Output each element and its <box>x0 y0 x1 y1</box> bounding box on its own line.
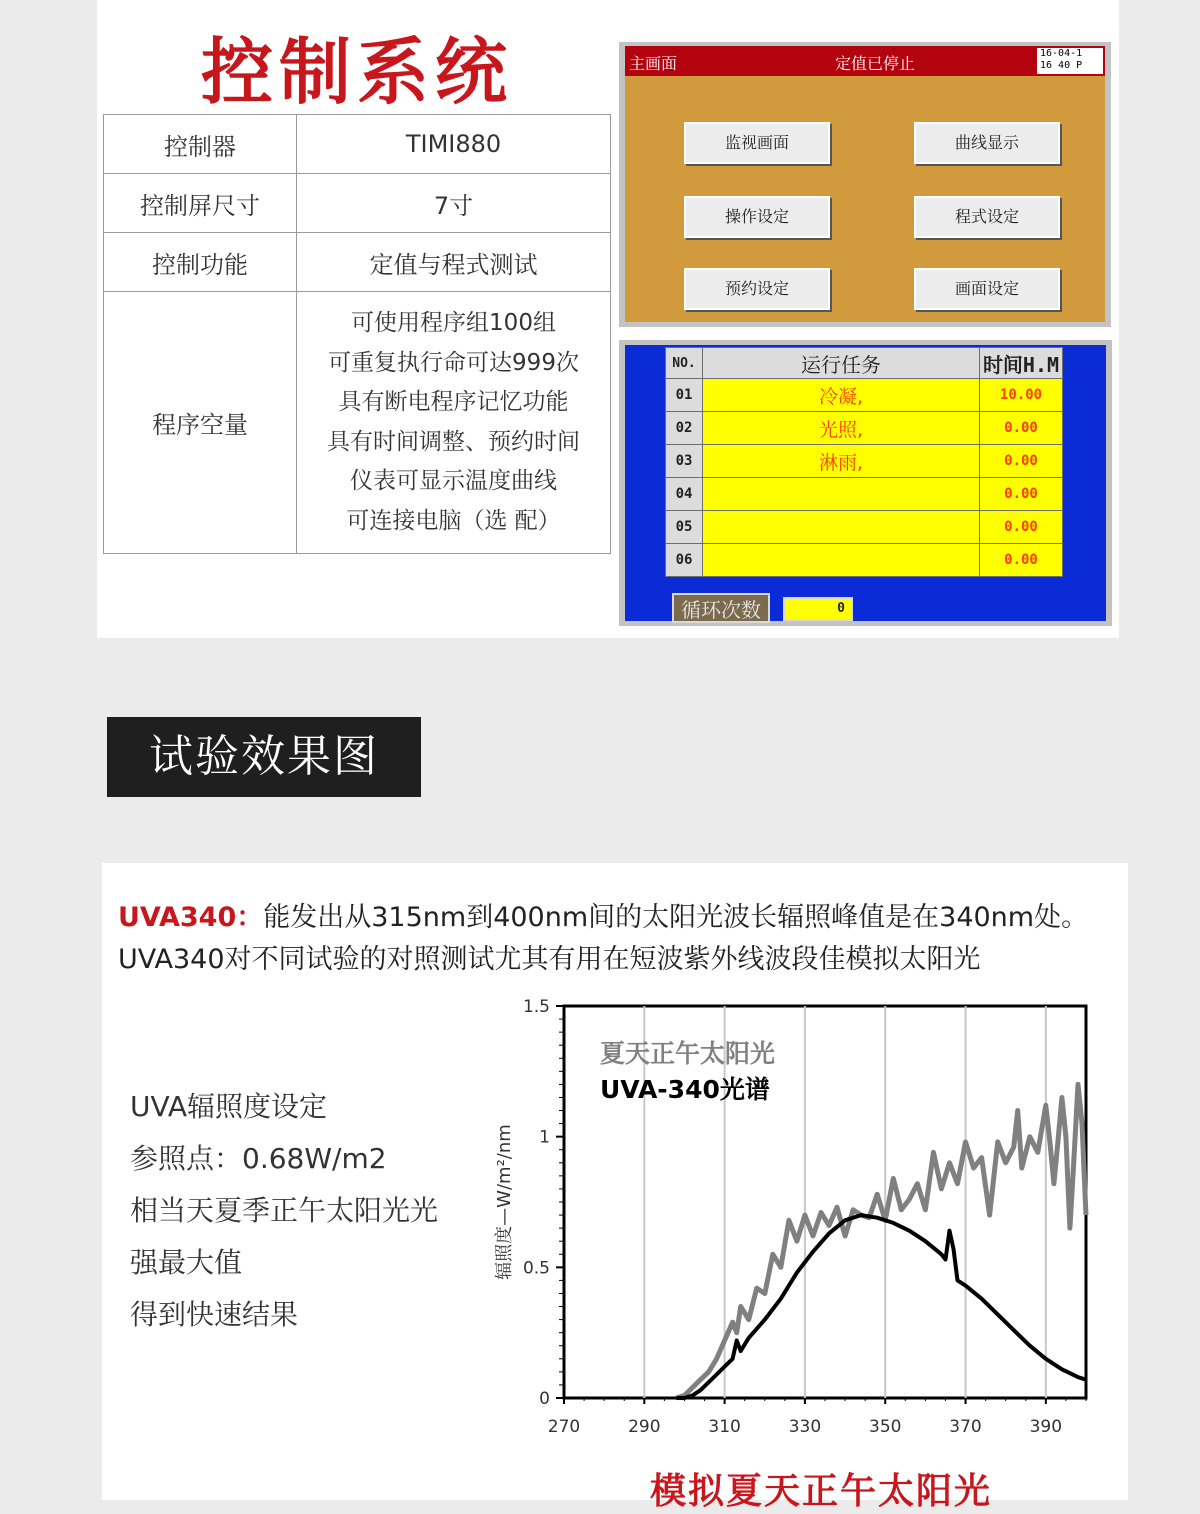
uva-description-line1 <box>118 895 1088 934</box>
hmi-main-screen <box>619 42 1111 327</box>
spec-key: 控制功能 <box>104 233 297 292</box>
step-task[interactable]: 冷凝, <box>703 379 980 412</box>
step-task[interactable]: 光照, <box>703 412 980 445</box>
x-tick-label: 370 <box>949 1417 982 1437</box>
spec-value: 7寸 <box>297 174 611 233</box>
curve-display-button[interactable]: 曲线显示 <box>914 122 1060 164</box>
step-number: 04 <box>666 478 703 511</box>
header-time: 时间H.M <box>980 348 1063 379</box>
info-line: 相当天夏季正午太阳光光 <box>130 1194 439 1227</box>
step-task[interactable] <box>703 544 980 577</box>
step-number: 01 <box>666 379 703 412</box>
spec-key: 控制器 <box>104 115 297 174</box>
info-line: 强最大值 <box>130 1246 243 1279</box>
capacity-line: 可连接电脑（选 配） <box>346 507 561 534</box>
capacity-line: 具有时间调整、预约时间 <box>327 428 580 455</box>
x-tick-label: 350 <box>869 1417 902 1437</box>
info-line: 参照点：0.68W/m2 <box>130 1142 387 1175</box>
hmi-clock-date: 16-04-1 <box>1040 48 1083 59</box>
program-row[interactable] <box>666 445 1063 478</box>
info-line: 得到快速结果 <box>130 1298 299 1331</box>
program-table-header <box>666 348 1063 379</box>
cycle-count-input[interactable]: 0 <box>783 597 853 621</box>
header-no: NO. <box>666 348 703 379</box>
spec-row-capacity <box>104 292 611 554</box>
step-number: 05 <box>666 511 703 544</box>
spec-row-screen-size <box>104 174 611 233</box>
program-table <box>665 347 1063 577</box>
reservation-settings-button[interactable]: 预约设定 <box>684 268 830 310</box>
step-time[interactable]: 0.00 <box>980 412 1063 445</box>
program-row[interactable] <box>666 379 1063 412</box>
program-row[interactable] <box>666 412 1063 445</box>
test-result-panel <box>102 863 1128 1512</box>
spec-key: 程序空量 <box>104 292 297 554</box>
info-line: UVA辐照度设定 <box>130 1090 328 1123</box>
y-tick-label: 0 <box>539 1389 550 1409</box>
step-time[interactable]: 0.00 <box>980 511 1063 544</box>
monitor-screen-button[interactable]: 监视画面 <box>684 122 830 164</box>
step-number: 02 <box>666 412 703 445</box>
spec-row-controller <box>104 115 611 174</box>
hmi-program-screen <box>619 340 1112 626</box>
program-row[interactable] <box>666 511 1063 544</box>
step-number: 06 <box>666 544 703 577</box>
hmi-program-body <box>625 345 1106 621</box>
chart-caption: 模拟夏天正午太阳光 <box>650 1471 993 1512</box>
step-number: 03 <box>666 445 703 478</box>
step-time[interactable]: 0.00 <box>980 445 1063 478</box>
step-task[interactable] <box>703 478 980 511</box>
spec-value: 定值与程式测试 <box>297 233 611 292</box>
uva-description-line2: UVA340对不同试验的对照测试尤其有用在短波紫外线波段佳模拟太阳光 <box>118 944 981 975</box>
x-tick-label: 330 <box>788 1417 822 1437</box>
step-task[interactable]: 淋雨, <box>703 445 980 478</box>
capacity-line: 可使用程序组100组 <box>351 310 556 336</box>
hmi-status: 定值已停止 <box>834 54 915 73</box>
spec-key: 控制屏尺寸 <box>104 174 297 233</box>
x-tick-label: 390 <box>1029 1417 1063 1437</box>
screen-settings-button[interactable]: 画面设定 <box>914 268 1060 310</box>
operation-settings-button[interactable]: 操作设定 <box>684 196 830 238</box>
legend-uva340: UVA-340光谱 <box>600 1075 770 1104</box>
y-tick-label: 1 <box>539 1127 550 1148</box>
cycle-count-label: 循环次数 <box>672 593 770 623</box>
hmi-main-body <box>625 46 1105 322</box>
step-time[interactable]: 0.00 <box>980 478 1063 511</box>
spectrum-chart <box>482 988 1102 1448</box>
uva-text-1: 能发出从315nm到400nm间的太阳光波长辐照峰值是在340nm处。 <box>263 902 1089 933</box>
x-tick-label: 290 <box>628 1417 661 1437</box>
hmi-clock-time: 16 40 P <box>1040 60 1083 71</box>
x-axis <box>548 1398 1086 1437</box>
capacity-line: 可重复执行命可达999次 <box>328 349 579 376</box>
control-system-panel <box>97 0 1119 638</box>
uva-label: UVA340： <box>118 902 264 933</box>
hmi-screen-name: 主画面 <box>629 54 678 73</box>
hmi-title-bar <box>625 46 1105 76</box>
spec-table <box>103 114 611 554</box>
section-title-banner: 试验效果图 <box>107 717 421 797</box>
x-tick-label: 270 <box>547 1417 581 1437</box>
control-system-title: 控制系统 <box>200 30 513 114</box>
program-row[interactable] <box>666 478 1063 511</box>
spec-value: TIMI880 <box>297 115 611 174</box>
program-settings-button[interactable]: 程式设定 <box>914 196 1060 238</box>
spec-row-function <box>104 233 611 292</box>
program-row[interactable] <box>666 544 1063 577</box>
step-time[interactable]: 10.00 <box>980 379 1063 412</box>
capacity-line: 具有断电程序记忆功能 <box>338 389 569 415</box>
header-task: 运行任务 <box>703 348 980 379</box>
hmi-clock <box>1037 48 1103 74</box>
capacity-list <box>297 292 611 554</box>
y-tick-label: 1.5 <box>522 997 550 1017</box>
step-task[interactable] <box>703 511 980 544</box>
y-tick-label: 0.5 <box>522 1258 550 1279</box>
y-axis <box>523 997 564 1409</box>
legend-sunlight: 夏天正午太阳光 <box>600 1039 776 1068</box>
capacity-line: 仪表可显示温度曲线 <box>350 468 557 494</box>
y-axis-label: 辐照度—W/m²/nm <box>494 1124 515 1280</box>
step-time[interactable]: 0.00 <box>980 544 1063 577</box>
x-tick-label: 310 <box>708 1417 741 1437</box>
